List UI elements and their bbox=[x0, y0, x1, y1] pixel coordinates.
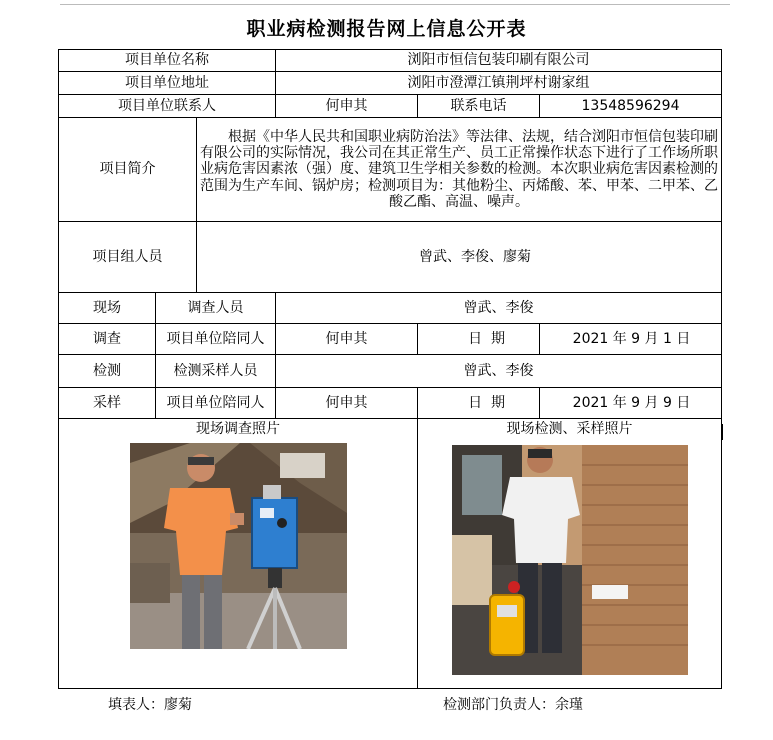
sampling-photo-image bbox=[452, 445, 688, 675]
footer-filler: 填表人：廖菊 bbox=[108, 697, 192, 713]
row-investigators bbox=[59, 293, 722, 324]
survey-photo-title: 现场调查照片 bbox=[196, 421, 280, 437]
label-sampling-date: 日 期 bbox=[418, 388, 540, 419]
label-samplers: 检测采样人员 bbox=[156, 355, 276, 388]
label-investigators: 调查人员 bbox=[156, 293, 276, 324]
survey-photo-cell bbox=[59, 419, 418, 689]
label-sampling-b: 采样 bbox=[59, 388, 156, 419]
value-phone: 13548596294 bbox=[540, 95, 722, 118]
footer-department-head: 检测部门负责人：余瑾 bbox=[443, 697, 583, 713]
value-survey-date: 2021 年 9 月 1 日 bbox=[540, 324, 722, 355]
label-sampling-accompany: 项目单位陪同人 bbox=[156, 388, 276, 419]
survey-photo bbox=[130, 443, 347, 649]
page-title: 职业病检测报告网上信息公开表 bbox=[246, 18, 527, 40]
row-samplers bbox=[59, 355, 722, 388]
sampling-photo-title: 现场检测、采样照片 bbox=[506, 421, 633, 437]
value-unit-name: 浏阳市恒信包装印刷有限公司 bbox=[276, 50, 722, 72]
row-intro bbox=[59, 118, 722, 222]
value-investigators: 曾武、李俊 bbox=[276, 293, 722, 324]
row-unit-address bbox=[59, 72, 722, 95]
survey-photo-image bbox=[130, 443, 347, 649]
info-table bbox=[58, 49, 722, 689]
value-team: 曾武、李俊、廖菊 bbox=[197, 222, 722, 293]
row-unit-contact bbox=[59, 95, 722, 118]
row-photos bbox=[59, 419, 722, 689]
row-unit-name bbox=[59, 50, 722, 72]
label-survey-b: 调查 bbox=[59, 324, 156, 355]
label-survey-a: 现场 bbox=[59, 293, 156, 324]
value-sampling-accompany: 何申其 bbox=[276, 388, 418, 419]
row-team bbox=[59, 222, 722, 293]
page-top-edge bbox=[60, 0, 730, 5]
label-phone: 联系电话 bbox=[418, 95, 540, 118]
text-cursor bbox=[721, 424, 723, 440]
label-survey-date: 日 期 bbox=[418, 324, 540, 355]
row-sampling-accompany bbox=[59, 388, 722, 419]
sampling-photo bbox=[452, 445, 688, 675]
value-samplers: 曾武、李俊 bbox=[276, 355, 722, 388]
label-sampling-a: 检测 bbox=[59, 355, 156, 388]
label-unit-address: 项目单位地址 bbox=[59, 72, 276, 95]
label-team: 项目组人员 bbox=[59, 222, 197, 293]
value-unit-address: 浏阳市澄潭江镇荆坪村谢家组 bbox=[276, 72, 722, 95]
label-intro: 项目简介 bbox=[59, 118, 197, 222]
value-contact-person: 何申其 bbox=[276, 95, 418, 118]
label-survey-accompany: 项目单位陪同人 bbox=[156, 324, 276, 355]
value-intro: 根据《中华人民共和国职业病防治法》等法律、法规，结合浏阳市恒信包装印刷有限公司的实际情况，我公司在其正常生产、员工正常操作状态下进行了工作场所职业病危害因素浓（强）度、建筑卫生学相关参数的检测。本次职业病危害因素检测的范围为生产车间、锅炉房；检测项目为：其他粉尘、丙烯酸、苯、甲苯、二甲苯、乙酸乙酯、高温、噪声。 bbox=[200, 129, 718, 210]
sampling-photo-cell bbox=[418, 419, 722, 689]
value-survey-accompany: 何申其 bbox=[276, 324, 418, 355]
label-unit-name: 项目单位名称 bbox=[59, 50, 276, 72]
row-survey-accompany bbox=[59, 324, 722, 355]
label-unit-contact: 项目单位联系人 bbox=[59, 95, 276, 118]
value-sampling-date: 2021 年 9 月 9 日 bbox=[540, 388, 722, 419]
